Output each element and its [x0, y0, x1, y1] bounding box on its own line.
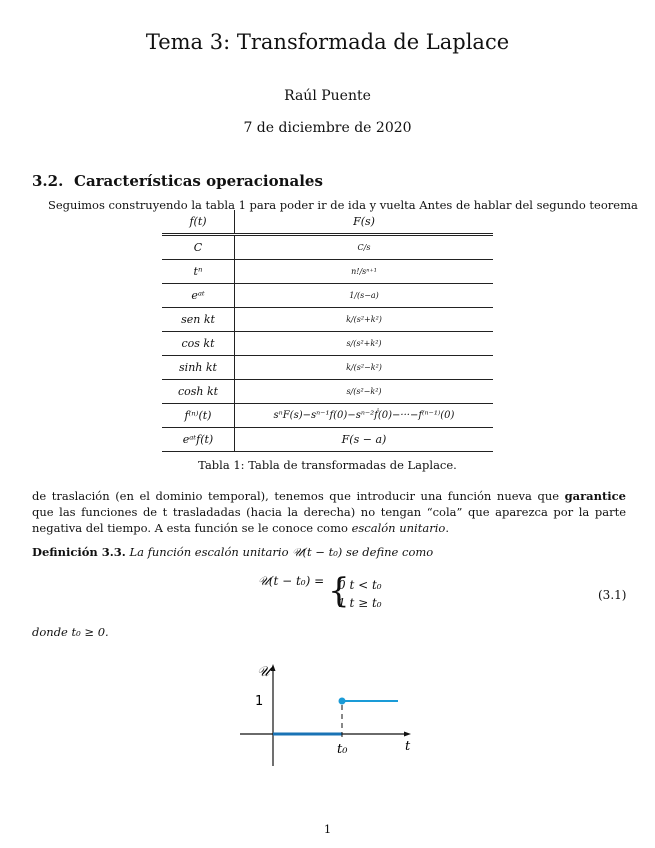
table-cell-Fs: s/(s²+k²)	[235, 332, 494, 356]
table-row	[162, 308, 493, 332]
paragraph-text: .	[445, 521, 449, 535]
y-axis-arrow	[271, 664, 276, 671]
table-cell-ft: tⁿ	[162, 260, 235, 284]
y-axis-label: 𝒰	[257, 664, 270, 680]
equation-lhs: 𝒰(t − t₀) =	[258, 574, 325, 588]
table-row	[162, 284, 493, 308]
table-cell-ft: sen kt	[162, 308, 235, 332]
table-cell-ft: cos kt	[162, 332, 235, 356]
table-header-ft: f(t)	[162, 210, 235, 235]
section-title: Características operacionales	[74, 172, 323, 190]
table-row	[162, 380, 493, 404]
paragraph-text: que las funciones de t trasladadas (hacia la derecha) no tengan “cola” que aparezca por la parte negativa del tiempo. A esta función se le conoce como	[32, 505, 626, 535]
x-tick-label: t₀	[337, 742, 348, 757]
table-header-Fs: F(s)	[235, 210, 494, 235]
condition-text: donde t₀ ≥ 0.	[32, 625, 109, 639]
table-cell-ft: eᵃᵗf(t)	[162, 428, 235, 452]
table-cell-Fs: C/s	[235, 235, 494, 260]
laplace-table	[162, 210, 493, 452]
document-title: Tema 3: Transformada de Laplace	[145, 30, 510, 54]
section-number: 3.2.	[32, 172, 64, 190]
table-cell-Fs: F(s − a)	[235, 428, 494, 452]
step-function-plot	[235, 660, 425, 770]
paragraph-bold: garantice	[564, 489, 626, 503]
definition-label: Definición 3.3.	[32, 545, 126, 559]
table-row	[162, 404, 493, 428]
equation-brace: {	[328, 571, 350, 611]
equation-case-2: 1 t ≥ t₀	[338, 596, 382, 610]
table-cell-ft: eᵃᵗ	[162, 284, 235, 308]
table-cell-Fs: s/(s²−k²)	[235, 380, 494, 404]
equation-number: (3.1)	[598, 588, 627, 602]
table-cell-Fs: 1/(s−a)	[235, 284, 494, 308]
table-cell-Fs: n!/sⁿ⁺¹	[235, 260, 494, 284]
page-number: 1	[323, 822, 332, 836]
step-closed-point	[339, 698, 346, 705]
x-axis-arrow	[404, 732, 411, 737]
table-caption: Tabla 1: Tabla de transformadas de Laplace.	[198, 458, 457, 472]
table-row	[162, 260, 493, 284]
table-cell-Fs: k/(s²+k²)	[235, 308, 494, 332]
table-row	[162, 332, 493, 356]
definition-text: La función escalón unitario 𝒰(t − t₀) se define como	[129, 545, 434, 559]
table-cell-ft: C	[162, 235, 235, 260]
author: Raúl Puente	[284, 88, 371, 104]
equation-case-1: 0 t < t₀	[338, 578, 382, 592]
table-header-row	[162, 210, 493, 235]
paragraph-italic: escalón unitario	[351, 521, 446, 535]
x-axis-label: t	[405, 739, 411, 754]
definition	[32, 545, 433, 560]
table-cell-Fs: k/(s²−k²)	[235, 356, 494, 380]
table-row	[162, 356, 493, 380]
intro-line: Seguimos construyendo la tabla 1 para poder ir de ida y vuelta Antes de hablar del segundo teorema	[48, 198, 638, 212]
paragraph-text: de traslación (en el dominio temporal), tenemos que introducir una función nueva que	[32, 489, 565, 503]
table-cell-ft: cosh kt	[162, 380, 235, 404]
table-cell-ft: sinh kt	[162, 356, 235, 380]
y-tick-label: 1	[255, 694, 264, 709]
table-row	[162, 235, 493, 260]
section-heading	[32, 172, 323, 190]
table-row	[162, 428, 493, 452]
table-cell-Fs: sⁿF(s)−sⁿ⁻¹f(0)−sⁿ⁻²ḟ(0)−···−f⁽ⁿ⁻¹⁾(0)	[235, 404, 494, 428]
table-cell-ft: f⁽ⁿ⁾(t)	[162, 404, 235, 428]
date: 7 de diciembre de 2020	[243, 120, 412, 136]
body-paragraph	[32, 488, 626, 536]
